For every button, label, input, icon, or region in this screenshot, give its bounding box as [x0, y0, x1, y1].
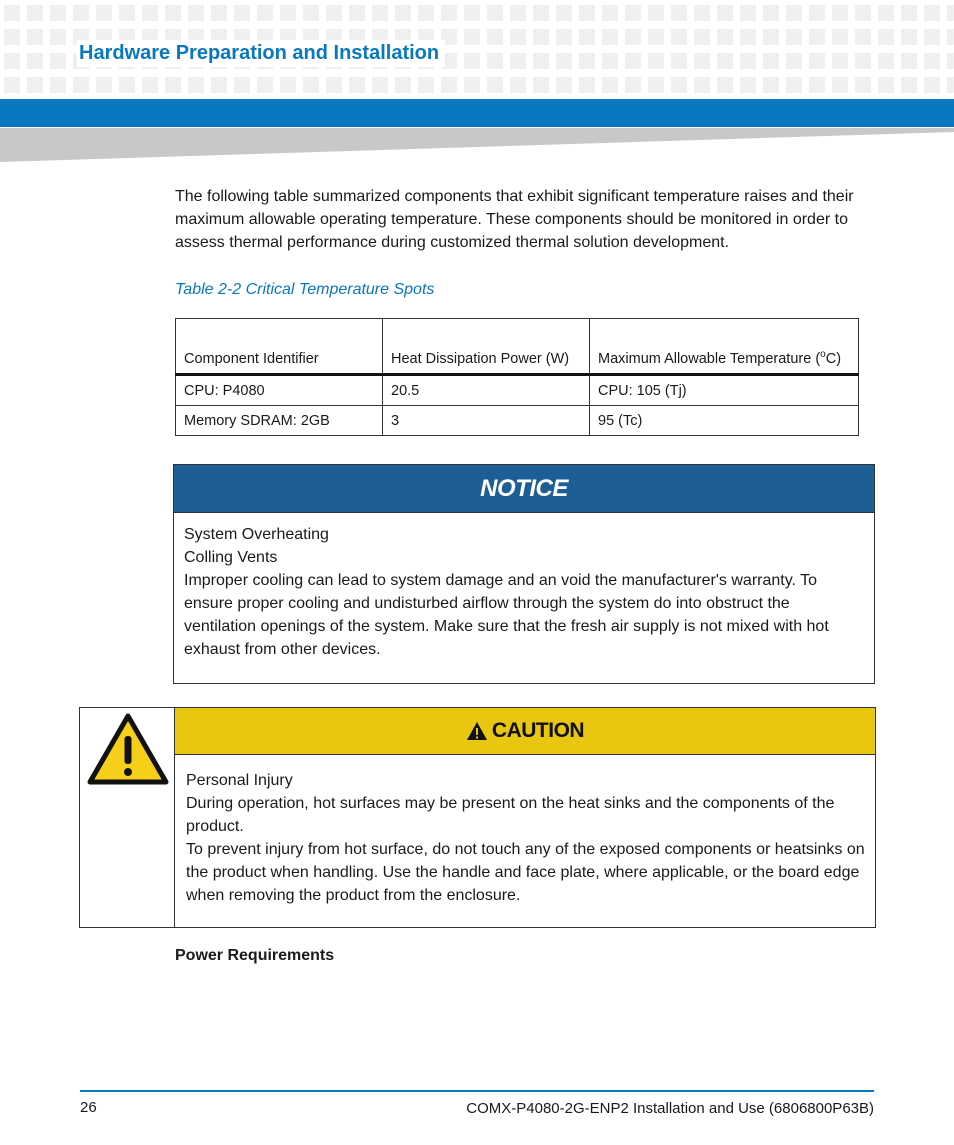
- pattern-square: [349, 77, 365, 93]
- cell: 95 (Tc): [590, 406, 859, 436]
- pattern-square: [142, 5, 158, 21]
- pattern-square: [786, 53, 802, 69]
- pattern-square: [487, 5, 503, 21]
- intro-paragraph: The following table summarized components that exhibit significant temperature raises and their maximum allowable operating temperature. These components should be monitored in order to assess thermal performance during customized thermal solution development.: [175, 188, 854, 251]
- pattern-square: [119, 5, 135, 21]
- notice-header: [174, 465, 874, 513]
- cell: CPU: 105 (Tj): [590, 375, 859, 406]
- pattern-square: [855, 5, 871, 21]
- pattern-square: [556, 5, 572, 21]
- pattern-square: [50, 5, 66, 21]
- pattern-square: [96, 5, 112, 21]
- pattern-square: [257, 5, 273, 21]
- pattern-square: [855, 29, 871, 45]
- pattern-square: [395, 5, 411, 21]
- caution-header: [175, 708, 875, 755]
- pattern-square: [579, 53, 595, 69]
- pattern-square: [625, 5, 641, 21]
- pattern-square: [50, 77, 66, 93]
- pattern-square: [694, 29, 710, 45]
- pattern-square: [947, 77, 954, 93]
- pattern-square: [234, 77, 250, 93]
- pattern-square: [487, 53, 503, 69]
- header-band: [0, 99, 954, 127]
- pattern-square: [464, 53, 480, 69]
- pattern-square: [947, 5, 954, 21]
- pattern-square: [50, 53, 66, 69]
- pattern-square: [625, 53, 641, 69]
- pattern-square: [441, 5, 457, 21]
- pattern-square: [4, 77, 20, 93]
- pattern-square: [809, 29, 825, 45]
- pattern-square: [694, 5, 710, 21]
- footer-rule: [80, 1090, 874, 1092]
- pattern-square: [901, 29, 917, 45]
- cell: 3: [383, 406, 590, 436]
- pattern-square: [211, 5, 227, 21]
- pattern-square: [510, 77, 526, 93]
- header-max-temp: Maximum Allowable Temperature ($^o$C): [590, 319, 859, 375]
- pattern-square: [786, 29, 802, 45]
- table-header-row: [176, 319, 859, 375]
- pattern-square: [832, 53, 848, 69]
- pattern-square: [671, 5, 687, 21]
- pattern-square: [809, 53, 825, 69]
- pattern-square: [878, 29, 894, 45]
- pattern-square: [763, 5, 779, 21]
- pattern-square: [947, 53, 954, 69]
- pattern-square: [556, 29, 572, 45]
- pattern-square: [924, 53, 940, 69]
- caution-body: [186, 769, 868, 907]
- notice-line: Improper cooling can lead to system damage and an void the manufacturer's warranty. To ensure proper cooling and undisturbed airflow through the system do into obstruct the ventilation openings of the system. Make sure that the fresh air supply is not mixed with hot exhaust from other devices.: [184, 572, 829, 658]
- pattern-square: [441, 77, 457, 93]
- caution-line: Personal Injury: [186, 772, 293, 789]
- pattern-square: [671, 29, 687, 45]
- pattern-square: [579, 77, 595, 93]
- document-title: COMX-P4080-2G-ENP2 Installation and Use (6806800P63B): [466, 1100, 874, 1117]
- pattern-square: [832, 5, 848, 21]
- pattern-square: [901, 5, 917, 21]
- pattern-square: [763, 77, 779, 93]
- warning-triangle-icon: [86, 712, 170, 786]
- pattern-square: [4, 53, 20, 69]
- table-row: [176, 406, 859, 436]
- pattern-square: [763, 29, 779, 45]
- pattern-square: [878, 5, 894, 21]
- header-power: Heat Dissipation Power (W): [383, 319, 590, 375]
- pattern-square: [947, 29, 954, 45]
- pattern-square: [326, 5, 342, 21]
- pattern-square: [579, 5, 595, 21]
- pattern-square: [326, 77, 342, 93]
- pattern-square: [602, 5, 618, 21]
- pattern-square: [4, 29, 20, 45]
- pattern-square: [487, 77, 503, 93]
- pattern-square: [602, 53, 618, 69]
- pattern-square: [510, 5, 526, 21]
- pattern-square: [234, 5, 250, 21]
- cell: CPU: P4080: [176, 375, 383, 406]
- pattern-square: [602, 77, 618, 93]
- pattern-square: [809, 5, 825, 21]
- critical-temperature-table: [175, 318, 859, 436]
- pattern-square: [119, 77, 135, 93]
- notice-box: [173, 464, 875, 684]
- pattern-square: [50, 29, 66, 45]
- warning-triangle-icon: [466, 721, 488, 741]
- page-number: 26: [80, 1099, 97, 1116]
- pattern-square: [625, 29, 641, 45]
- pattern-square: [901, 53, 917, 69]
- pattern-square: [27, 77, 43, 93]
- pattern-square: [73, 77, 89, 93]
- pattern-square: [27, 5, 43, 21]
- table-row: [176, 375, 859, 406]
- table-caption: Table 2-2 Critical Temperature Spots: [175, 281, 435, 298]
- pattern-square: [395, 77, 411, 93]
- pattern-square: [832, 29, 848, 45]
- power-requirements-heading: Power Requirements: [175, 947, 335, 964]
- pattern-square: [533, 29, 549, 45]
- pattern-square: [257, 77, 273, 93]
- pattern-square: [303, 77, 319, 93]
- pattern-square: [579, 29, 595, 45]
- header-wedge: [0, 128, 954, 164]
- notice-label: NOTICE: [480, 474, 568, 502]
- pattern-square: [280, 5, 296, 21]
- pattern-square: [740, 53, 756, 69]
- pattern-square: [717, 77, 733, 93]
- pattern-square: [855, 53, 871, 69]
- pattern-square: [96, 77, 112, 93]
- pattern-square: [533, 5, 549, 21]
- pattern-square: [165, 77, 181, 93]
- pattern-square: [740, 29, 756, 45]
- cell: Memory SDRAM: 2GB: [176, 406, 383, 436]
- section-title: Hardware Preparation and Installation: [77, 40, 445, 67]
- pattern-square: [717, 29, 733, 45]
- pattern-square: [303, 5, 319, 21]
- pattern-square: [464, 77, 480, 93]
- pattern-square: [924, 5, 940, 21]
- pattern-square: [142, 77, 158, 93]
- pattern-square: [602, 29, 618, 45]
- pattern-square: [510, 53, 526, 69]
- pattern-square: [924, 77, 940, 93]
- pattern-square: [625, 77, 641, 93]
- pattern-square: [648, 53, 664, 69]
- pattern-square: [717, 5, 733, 21]
- pattern-square: [786, 5, 802, 21]
- pattern-square: [349, 5, 365, 21]
- caution-box: [79, 707, 876, 928]
- pattern-square: [878, 53, 894, 69]
- pattern-square: [878, 77, 894, 93]
- header-component: Component Identifier: [176, 319, 383, 375]
- pattern-square: [717, 53, 733, 69]
- pattern-square: [694, 53, 710, 69]
- pattern-square: [648, 29, 664, 45]
- notice-body: [174, 513, 874, 671]
- pattern-square: [280, 77, 296, 93]
- caution-line: During operation, hot surfaces may be present on the heat sinks and the components of the product.: [186, 795, 835, 835]
- pattern-square: [740, 77, 756, 93]
- notice-line: Colling Vents: [184, 549, 278, 566]
- caution-icon-cell: [80, 708, 175, 927]
- pattern-square: [786, 77, 802, 93]
- caution-line: To prevent injury from hot surface, do not touch any of the exposed components or heatsinks on the product when handling. Use the handle and face plate, where applicable, or the board edge when removing the product from the enclosure.: [186, 841, 865, 904]
- pattern-square: [855, 77, 871, 93]
- pattern-square: [510, 29, 526, 45]
- cell: 20.5: [383, 375, 590, 406]
- pattern-square: [165, 5, 181, 21]
- pattern-square: [27, 29, 43, 45]
- pattern-square: [533, 53, 549, 69]
- pattern-square: [648, 5, 664, 21]
- pattern-square: [648, 77, 664, 93]
- pattern-square: [211, 77, 227, 93]
- pattern-square: [671, 77, 687, 93]
- caution-label: CAUTION: [491, 719, 585, 742]
- pattern-square: [464, 5, 480, 21]
- pattern-square: [740, 5, 756, 21]
- pattern-square: [372, 77, 388, 93]
- pattern-square: [487, 29, 503, 45]
- pattern-square: [418, 5, 434, 21]
- pattern-square: [464, 29, 480, 45]
- pattern-square: [556, 77, 572, 93]
- pattern-square: [832, 77, 848, 93]
- notice-line: System Overheating: [184, 526, 329, 543]
- pattern-square: [4, 5, 20, 21]
- pattern-square: [901, 77, 917, 93]
- pattern-square: [924, 29, 940, 45]
- pattern-square: [809, 77, 825, 93]
- pattern-square: [694, 77, 710, 93]
- pattern-square: [27, 53, 43, 69]
- pattern-square: [533, 77, 549, 93]
- pattern-square: [372, 5, 388, 21]
- pattern-square: [188, 5, 204, 21]
- pattern-square: [556, 53, 572, 69]
- pattern-square: [73, 5, 89, 21]
- pattern-square: [418, 77, 434, 93]
- pattern-square: [763, 53, 779, 69]
- pattern-square: [188, 77, 204, 93]
- pattern-square: [671, 53, 687, 69]
